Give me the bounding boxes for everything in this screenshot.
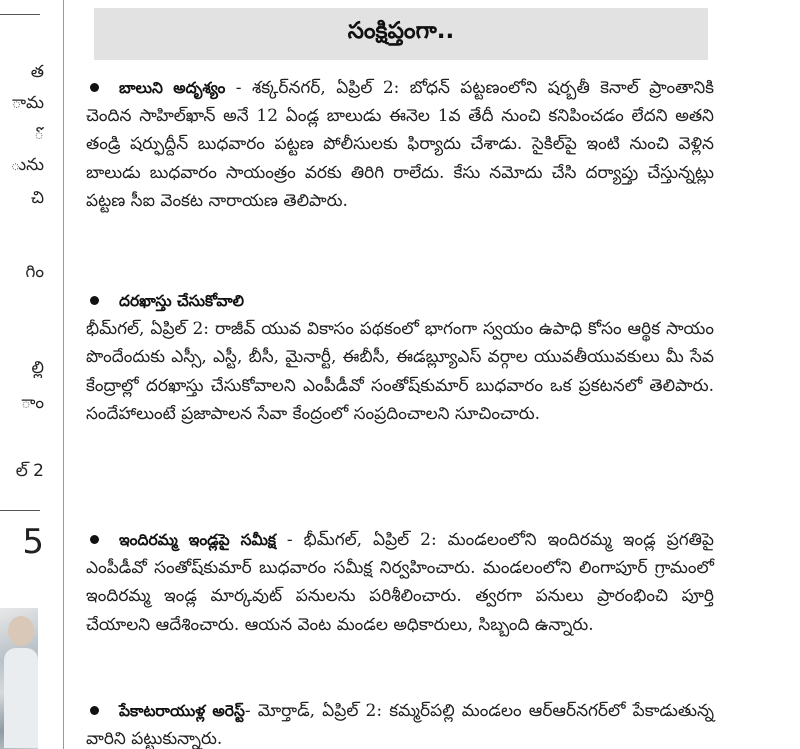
section-header — [94, 8, 708, 60]
bullet-icon — [90, 706, 99, 715]
column-fragment: చి — [30, 188, 44, 208]
brief-paragraph — [86, 697, 714, 749]
photo-person-body — [4, 648, 38, 748]
photo-person-head — [8, 616, 34, 646]
column-rule — [0, 510, 40, 511]
adjacent-column — [0, 0, 44, 749]
column-fragment: ాం — [21, 393, 44, 413]
bullet-icon — [90, 296, 99, 305]
column-fragment: ల్ 2 — [15, 461, 44, 481]
column-headline-fragment: 5 — [22, 522, 44, 562]
news-brief — [86, 526, 714, 639]
column-divider — [63, 0, 64, 749]
news-brief — [86, 74, 714, 215]
brief-headline: ఇందిరమ్మ ఇండ్లపై సమీక్ష — [119, 531, 276, 549]
brief-headline: పేకాటరాయుళ్ల అరెస్ట్‌ — [119, 702, 245, 720]
brief-headline: దరఖాస్తు చేసుకోవాలి — [119, 292, 244, 310]
column-fragment: ో — [34, 124, 44, 144]
headline-separator: - — [244, 701, 258, 721]
news-brief — [86, 287, 714, 428]
brief-paragraph — [86, 315, 714, 428]
brief-headline: బాలుని అదృశ్యం — [119, 79, 226, 97]
column-fragment: ల్లి — [31, 358, 44, 378]
bullet-icon — [90, 83, 99, 92]
headline-separator: - — [225, 78, 252, 98]
column-fragment: గిం — [25, 262, 44, 282]
bullet-icon — [90, 535, 99, 544]
brief-paragraph — [86, 526, 714, 639]
brief-body: మోర్తాడ్‌, ఏప్రిల్‌ 2: కమ్మర్‌పల్లి మండలం ఆర్‌ఆర్‌నగర్‌లో పేకాడుతున్న వారిని పట్టుకున్నారు. — [86, 701, 714, 749]
headline-separator: - — [275, 530, 304, 550]
brief-paragraph — [86, 287, 714, 315]
column-fragment: ామ — [11, 93, 44, 113]
section-title: సంక్షిప్తంగా.. — [347, 18, 455, 44]
column-fragment: త — [30, 62, 44, 82]
brief-body: భీమ్‌గల్‌, ఏప్రిల్‌ 2: మండలంలోని ఇందిరమ్మ ఇండ్ల ప్రగతిపై ఎంపీడీవో సంతోష్‌కుమార్‌ బుధవారం సమీక్ష నిర్వహించారు. మండలంలోని లింగాపూర్‌ గ్రామంలో ఇందిరమ్మ ఇండ్ల మార్కవుట్‌ పనులను పరిశీలించారు. త్వరగా పనులు ప్రారంభించి పూర్తి చేయాలని ఆదేశించారు. ఆయన వెంట మండల అధికారులు, సిబ్బంది ఉన్నారు. — [86, 530, 714, 635]
column-rule — [0, 14, 40, 15]
news-brief — [86, 697, 714, 749]
column-fragment: ును — [10, 155, 44, 175]
brief-body: శక్కర్‌నగర్‌, ఏప్రిల్‌ 2: బోధన్‌ పట్టణంలోని షర్బతీ కెనాల్‌ ప్రాంతానికి చెందిన సాహిల్‌ఖాన్‌ అనే 12 ఏండ్ల బాలుడు ఈనెల 1వ తేదీ నుంచి కనిపించడం లేదని అతని తండ్రి షర్ఫుద్దీన్‌ బుధవారం పట్టణ పోలీసులకు ఫిర్యాదు చేశాడు. సైకిల్‌పై ఇంటి నుంచి వెళ్లిన బాలుడు బుధవారం సాయంత్రం వరకు తిరిగి రాలేదు. కేసు నమోదు చేసి దర్యాప్తు చేస్తున్నట్లు పట్టణ సీఐ వెంకట నారాయణ తెలిపారు. — [86, 78, 715, 211]
column-photo — [0, 608, 38, 749]
news-briefs-section — [80, 0, 720, 749]
brief-paragraph — [86, 74, 714, 215]
brief-body: భీమ్‌గల్‌, ఏప్రిల్‌ 2: రాజీవ్‌ యువ వికాసం పథకంలో భాగంగా స్వయం ఉపాధి కోసం ఆర్థిక సాయం పొందేందుకు ఎస్సీ, ఎస్టీ, బీసీ, మైనార్టీ, ఈబీసీ, ఈడబ్ల్యూఎస్‌ వర్గాల యువతీయువకులు మీ సేవ కేంద్రాల్లో దరఖాస్తు చేసుకోవాలని ఎంపీడీవో సంతోష్‌కుమార్‌ బుధవారం ఒక ప్రకటనలో తెలిపారు. సందేహాలుంటే ప్రజాపాలన సేవా కేంద్రంలో సంప్రదించాలని సూచించారు. — [86, 319, 714, 424]
